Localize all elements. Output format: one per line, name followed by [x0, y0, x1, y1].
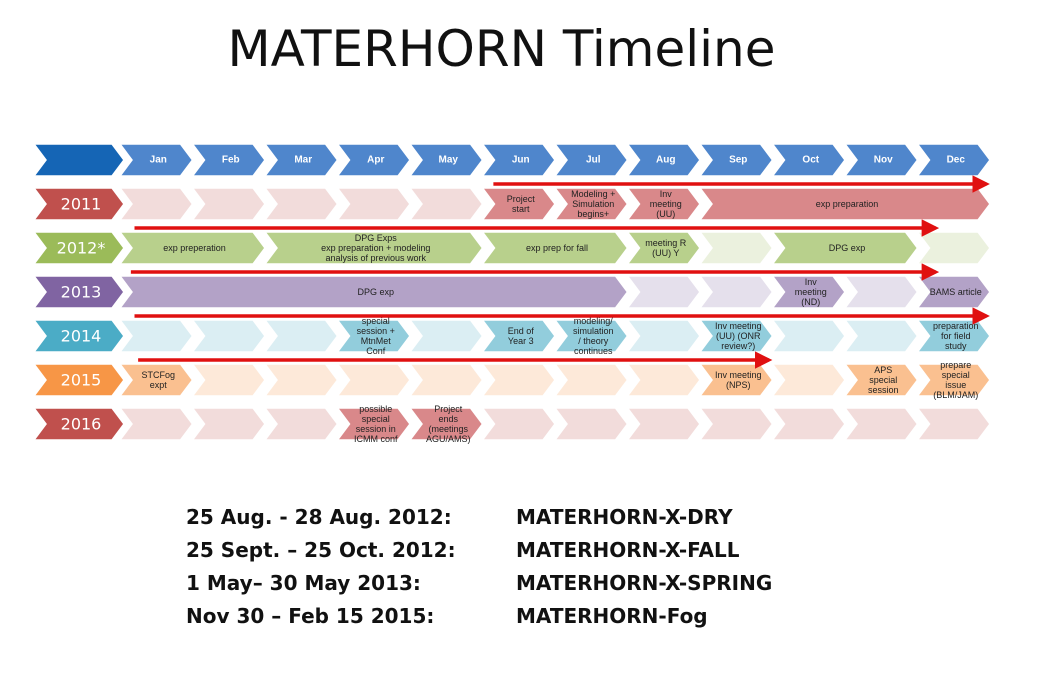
month-cell — [338, 364, 411, 396]
month-label: May — [438, 154, 458, 166]
month-cell — [193, 364, 266, 396]
month-label: Sep — [729, 154, 748, 166]
event-label: exp preperation — [163, 243, 226, 253]
event-label: possible special session in ICMM conf — [353, 404, 398, 444]
milestone-row — [186, 571, 826, 604]
event-label: preparation for field study — [932, 321, 979, 351]
month-label: Jul — [586, 154, 601, 166]
event-label: End of Year 3 — [507, 326, 534, 346]
month-cell — [410, 320, 483, 352]
milestone-dates: Nov 30 – Feb 15 2015: — [186, 604, 435, 628]
milestone-list — [186, 505, 826, 637]
month-cell — [773, 408, 846, 440]
month-cell — [265, 364, 338, 396]
event-label: DPG exp — [357, 287, 394, 297]
month-label: Oct — [802, 154, 820, 166]
month-label: Jun — [511, 154, 530, 166]
month-label: Dec — [946, 154, 965, 166]
milestone-name: MATERHORN-Fog — [516, 604, 708, 628]
year-label: 2012* — [56, 238, 106, 258]
year-label: 2011 — [60, 194, 102, 214]
milestone-dates: 1 May– 30 May 2013: — [186, 571, 421, 595]
month-cell — [845, 408, 918, 440]
month-cell — [918, 408, 991, 440]
year-label: 2015 — [60, 370, 102, 390]
month-cell — [773, 364, 846, 396]
month-cell — [628, 408, 701, 440]
event-label: Inv meeting (NPS) — [714, 370, 762, 390]
month-label: Aug — [656, 154, 676, 166]
event-label: Project ends (meetings AGU/AMS) — [425, 404, 471, 444]
month-cell — [483, 364, 556, 396]
month-cell — [628, 320, 701, 352]
event-label: Inv meeting (UU) (ONR review?) — [714, 321, 762, 351]
month-cell — [555, 408, 628, 440]
month-cell — [845, 320, 918, 352]
event-label: Inv meeting (UU) — [649, 189, 682, 219]
page-title: MATERHORN Timeline — [227, 20, 776, 78]
month-cell — [265, 320, 338, 352]
year-label: 2013 — [60, 282, 102, 302]
month-cell — [555, 364, 628, 396]
event-label: DPG Exps exp preparation + modeling analysis of previous work — [321, 233, 431, 263]
event-label: BAMS article — [929, 287, 982, 297]
month-label: Jan — [149, 154, 167, 166]
event-label: STCFog expt — [141, 370, 175, 390]
event-label: meeting R (UU) Y — [645, 238, 687, 258]
header-corner-chevron — [34, 144, 124, 176]
event-label: exp prep for fall — [525, 243, 589, 253]
milestone-row — [186, 538, 826, 571]
month-cell — [120, 408, 193, 440]
month-cell — [628, 364, 701, 396]
month-label: Nov — [873, 154, 893, 166]
event-label: prepare special issue (BLM/JAM) — [933, 360, 979, 400]
event-label: DPG exp — [828, 243, 866, 253]
month-cell — [628, 276, 701, 308]
milestone-row — [186, 604, 826, 637]
event-label: Inv meeting (ND) — [794, 277, 827, 307]
year-label: 2014 — [60, 326, 102, 346]
milestone-dates: 25 Aug. - 28 Aug. 2012: — [186, 505, 452, 529]
event-label: exp preparation — [815, 199, 879, 209]
month-cell — [918, 232, 991, 264]
milestone-name: MATERHORN-X-FALL — [516, 538, 740, 562]
month-label: Mar — [294, 154, 313, 166]
event-label: APS special session — [867, 365, 899, 395]
month-cell — [483, 408, 556, 440]
year-label: 2016 — [60, 414, 102, 434]
month-label: Feb — [221, 154, 240, 166]
event-label: Modeling + Simulation begins+ — [571, 189, 616, 219]
month-cell — [410, 188, 483, 220]
month-cell — [700, 276, 773, 308]
milestone-name: MATERHORN-X-DRY — [516, 505, 733, 529]
month-cell — [700, 408, 773, 440]
month-cell — [120, 188, 193, 220]
month-cell — [700, 232, 773, 264]
month-cell — [265, 408, 338, 440]
milestone-dates: 25 Sept. – 25 Oct. 2012: — [186, 538, 456, 562]
month-cell — [193, 188, 266, 220]
month-cell — [120, 320, 193, 352]
month-cell — [845, 276, 918, 308]
event-label: Project start — [506, 194, 535, 214]
month-cell — [410, 364, 483, 396]
event-label: special session + MtnMet Conf — [356, 316, 395, 356]
event-label: modeling/ simulation / theory continues — [572, 316, 614, 356]
month-cell — [193, 408, 266, 440]
month-label: Apr — [367, 154, 385, 166]
month-cell — [773, 320, 846, 352]
month-cell — [265, 188, 338, 220]
milestone-name: MATERHORN-X-SPRING — [516, 571, 773, 595]
milestone-row — [186, 505, 826, 538]
month-cell — [338, 188, 411, 220]
month-cell — [193, 320, 266, 352]
